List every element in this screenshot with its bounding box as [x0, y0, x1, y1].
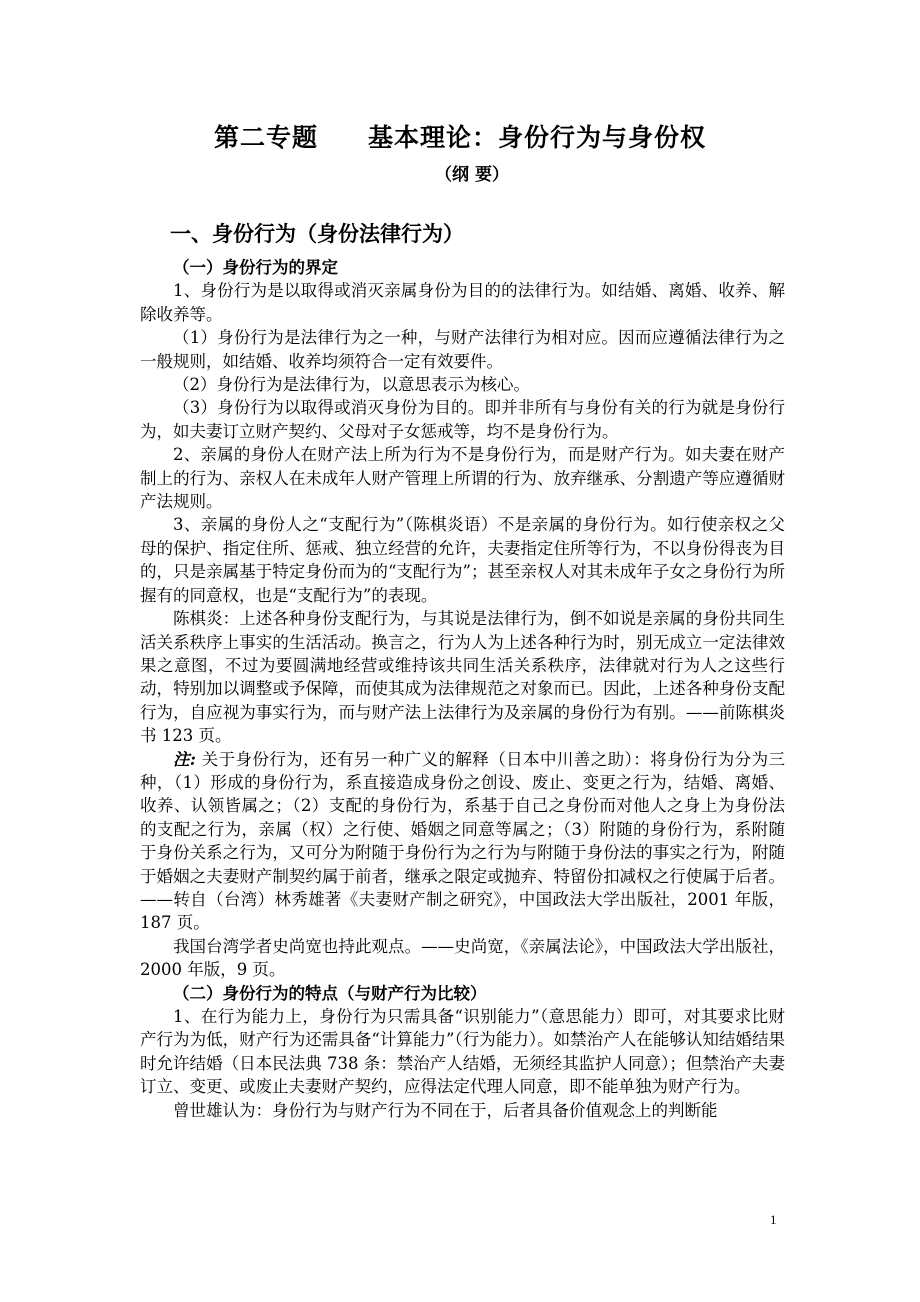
- paragraph-4: （3）身份行为以取得或消灭身份为目的。即并非所有与身份有关的行为就是身份行为，如夫妻订立财产契约、父母对子女惩戒等，均不是身份行为。: [140, 398, 785, 441]
- document-subtitle: （纲 要）: [435, 165, 509, 185]
- note-label: 注:: [173, 749, 197, 769]
- page-number: 1: [770, 1212, 777, 1227]
- subsection-heading-2: （二）身份行为的特点（与财产行为比较）: [173, 983, 487, 1003]
- paragraph-5: 2、亲属的身份人在财产法上所为行为不是身份行为，而是财产行为。如夫妻在财产制上的行为、亲权人在未成年人财产管理上所谓的行为、放弃继承、分割遗产等应遵循财产法规则。: [140, 445, 785, 512]
- subsection-heading-1: （一）身份行为的界定: [173, 258, 338, 277]
- paragraph-10: 1、在行为能力上，身份行为只需具备“识别能力”（意思能力）即可，对其要求比财产行为为低，财产行为还需具备“计算能力”（行为能力）。如禁治产人在能够认知结婚结果时允许结婚（日本民法典 738 条：禁治产人结婚，无须经其监护人同意）；但禁治产夫妻订立、变更、或废止夫妻财产契约，应得法定代理人同意，即不能单独为财产行为。: [140, 1007, 785, 1097]
- paragraph-2: （1）身份行为是法律行为之一种，与财产法律行为相对应。因而应遵循法律行为之一般规则，如结婚、收养均须符合一定有效要件。: [140, 328, 785, 371]
- body-text: [140, 256, 785, 1122]
- note-text: 关于身份行为，还有另一种广义的解释（日本中川善之助）：将身份行为分为三种，（1）形成的身份行为，系直接造成身份之创设、废止、变更之行为，结婚、离婚、收养、认领皆属之；（2）支配的身份行为，系基于自己之身份而对他人之身上为身份法的支配之行为，亲属（权）之行使、婚姻之同意等属之；（3）附随的身份行为，系附随于身份关系之行为，又可分为附随于身份行为之行为与附随于身份法的事实之行为，附随于婚姻之夫妻财产制契约属于前者，继承之限定或抛弃、特留份扣减权之行使属于后者。——转自（台湾）林秀雄著《夫妻财产制之研究》，中国政法大学出版社，2001 年版，187 页。: [140, 749, 786, 933]
- section-heading-1: 一、身份行为（身份法律行为）: [170, 221, 464, 246]
- document-title: [0, 118, 920, 154]
- paragraph-3: （2）身份行为是法律行为，以意思表示为核心。: [173, 375, 530, 395]
- paragraph-note: [140, 748, 785, 935]
- paragraph-11: 曾世雄认为：身份行为与财产行为不同在于，后者具备价值观念上的判断能: [173, 1100, 718, 1120]
- paragraph-7: 陈棋炎：上述各种身份支配行为，与其说是法律行为，倒不如说是亲属的身份共同生活关系秩序上事实的生活活动。换言之，行为人为上述各种行为时，别无成立一定法律效果之意图，不过为要圆满地经营或维持该共同生活关系秩序，法律就对行为人之这些行动，特别加以调整或予保障，而使其成为法律规范之对象而已。因此，上述各种身份支配行为，自应视为事实行为，而与财产法上法律行为及亲属的身份行为有别。——前陈棋炎书 123 页。: [140, 609, 785, 746]
- title-part-subject: 基本理论：身份行为与身份权: [368, 123, 707, 152]
- paragraph-9: 我国台湾学者史尚宽也持此观点。——史尚宽，《亲属法论》，中国政法大学出版社，2000 年版，9 页。: [140, 936, 785, 980]
- paragraph-1: 1、身份行为是以取得或消灭亲属身份为目的的法律行为。如结婚、离婚、收养、解除收养等。: [140, 281, 785, 324]
- paragraph-6: 3、亲属的身份人之“支配行为”（陈棋炎语）不是亲属的身份行为。如行使亲权之父母的保护、指定住所、惩戒、独立经营的允许，夫妻指定住所等行为，不以身份得丧为目的，只是亲属基于特定身份而为的“支配行为”；甚至亲权人对其未成年子女之身份行为所握有的同意权，也是“支配行为”的表现。: [140, 515, 785, 605]
- title-part-topic: 第二专题: [213, 123, 318, 152]
